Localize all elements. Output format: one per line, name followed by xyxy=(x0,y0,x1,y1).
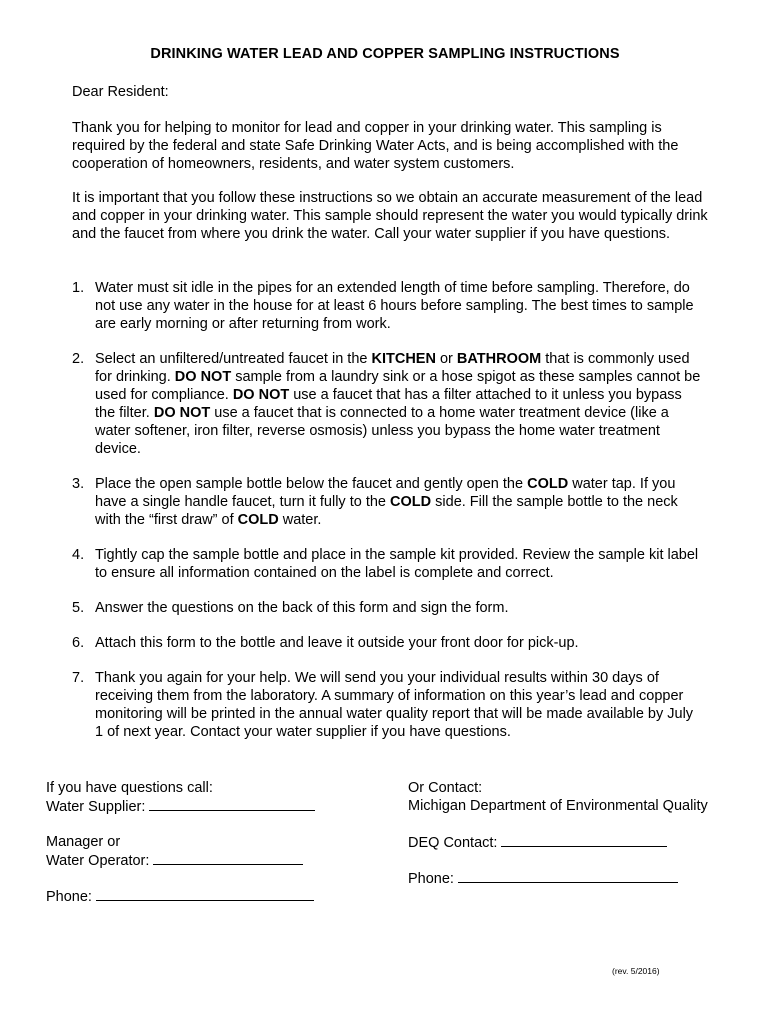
importance-paragraph: It is important that you follow these instructions so we obtain an accurate measurement of the lead and copper in your drinking water. This sample should represent the water you would typically drink and the faucet from where you drink the water. Call your water supplier if you have questions. xyxy=(72,190,708,242)
step-text: Tightly cap the sample bottle and place in the sample kit provided. Review the sample kit label to ensure all information contained on the label is complete and correct. xyxy=(95,547,699,581)
phone-left-row xyxy=(46,887,314,906)
deq-contact-blank[interactable] xyxy=(501,833,667,847)
step-text: Place the open sample bottle below the faucet and gently open the xyxy=(95,476,528,492)
intro-paragraph: Thank you for helping to monitor for lead and copper in your drinking water. This sampling is required by the federal and state Safe Drinking Water Acts, and is being accomplished with the cooperation of homeowners, residents, and water system customers. xyxy=(72,120,679,172)
water-operator-row xyxy=(46,851,303,870)
phone-right-blank[interactable] xyxy=(458,869,678,883)
step-text: Answer the questions on the back of this form and sign the form. xyxy=(95,600,509,616)
instruction-list xyxy=(72,279,702,758)
phone-left-blank[interactable] xyxy=(96,887,314,901)
instruction-step xyxy=(72,634,702,652)
revision-note: (rev. 5/2016) xyxy=(612,966,660,976)
emphasis-text: COLD xyxy=(237,512,279,528)
step-number: 7. xyxy=(72,670,85,686)
instruction-step xyxy=(72,669,702,741)
step-text: Attach this form to the bottle and leave it outside your front door for pick-up. xyxy=(95,635,579,651)
step-text: that is commonly used for drinking. xyxy=(95,351,690,385)
step-text: Select an unfiltered/untreated faucet in the xyxy=(95,351,372,367)
phone-left-label: Phone: xyxy=(46,889,92,905)
water-operator-label: Water Operator: xyxy=(46,853,150,869)
step-text: Thank you again for your help. We will send you your individual results within 30 days of receiving them from the laboratory. A summary of information on this year’s lead and copper monitoring will be printed in the annual water quality report that will be made available by July 1 of next year. Contact your water supplier if you have questions. xyxy=(95,670,694,740)
step-text: use a faucet that has a filter attached to it unless you bypass the filter. xyxy=(95,387,682,421)
step-number: 6. xyxy=(72,635,85,651)
instruction-step xyxy=(72,599,702,617)
emphasis-text: COLD xyxy=(390,494,432,510)
instruction-step xyxy=(72,546,702,582)
step-text: side. Fill the sample bottle to the neck with the “first draw” of xyxy=(95,494,678,528)
instruction-step xyxy=(72,279,702,333)
step-text: sample from a laundry sink or a hose spigot as these samples cannot be used for compliance. xyxy=(95,369,701,403)
step-number: 1. xyxy=(72,280,85,296)
deq-contact-row xyxy=(408,833,667,852)
questions-label: If you have questions call: xyxy=(46,780,213,796)
step-text: Water must sit idle in the pipes for an extended length of time before sampling. Therefore, do not use any water in the house for at least 6 hours before sampling. The best times to sample are early morning or after returning from work. xyxy=(95,280,694,332)
emphasis-text: BATHROOM xyxy=(456,351,542,367)
step-number: 4. xyxy=(72,547,85,563)
emphasis-text: KITCHEN xyxy=(371,351,436,367)
phone-right-label: Phone: xyxy=(408,871,454,887)
manager-label: Manager or xyxy=(46,834,121,850)
deq-contact-label: DEQ Contact: xyxy=(408,835,498,851)
water-supplier-label: Water Supplier: xyxy=(46,799,146,815)
step-text: water. xyxy=(278,512,322,528)
page-title: DRINKING WATER LEAD AND COPPER SAMPLING INSTRUCTIONS xyxy=(150,46,620,62)
instruction-step xyxy=(72,475,702,529)
step-text: water tap. If you have a single handle faucet, turn it fully to the xyxy=(95,476,676,510)
salutation: Dear Resident: xyxy=(72,84,169,100)
step-text: or xyxy=(435,351,457,367)
water-supplier-blank[interactable] xyxy=(149,797,315,811)
emphasis-text: DO NOT xyxy=(174,369,232,385)
water-operator-blank[interactable] xyxy=(153,851,303,865)
or-contact-label: Or Contact: xyxy=(408,780,483,796)
step-text: use a faucet that is connected to a home water treatment device (like a water softener, iron filter, reverse osmosis) unless you bypass the home water treatment device. xyxy=(95,405,669,457)
emphasis-text: DO NOT xyxy=(153,405,211,421)
step-number: 3. xyxy=(72,476,85,492)
water-supplier-row xyxy=(46,797,315,816)
phone-right-row xyxy=(408,869,678,888)
emphasis-text: DO NOT xyxy=(232,387,290,403)
step-number: 2. xyxy=(72,351,85,367)
agency-name: Michigan Department of Environmental Quality xyxy=(408,798,708,814)
step-number: 5. xyxy=(72,600,85,616)
instruction-step xyxy=(72,350,702,458)
emphasis-text: COLD xyxy=(527,476,569,492)
